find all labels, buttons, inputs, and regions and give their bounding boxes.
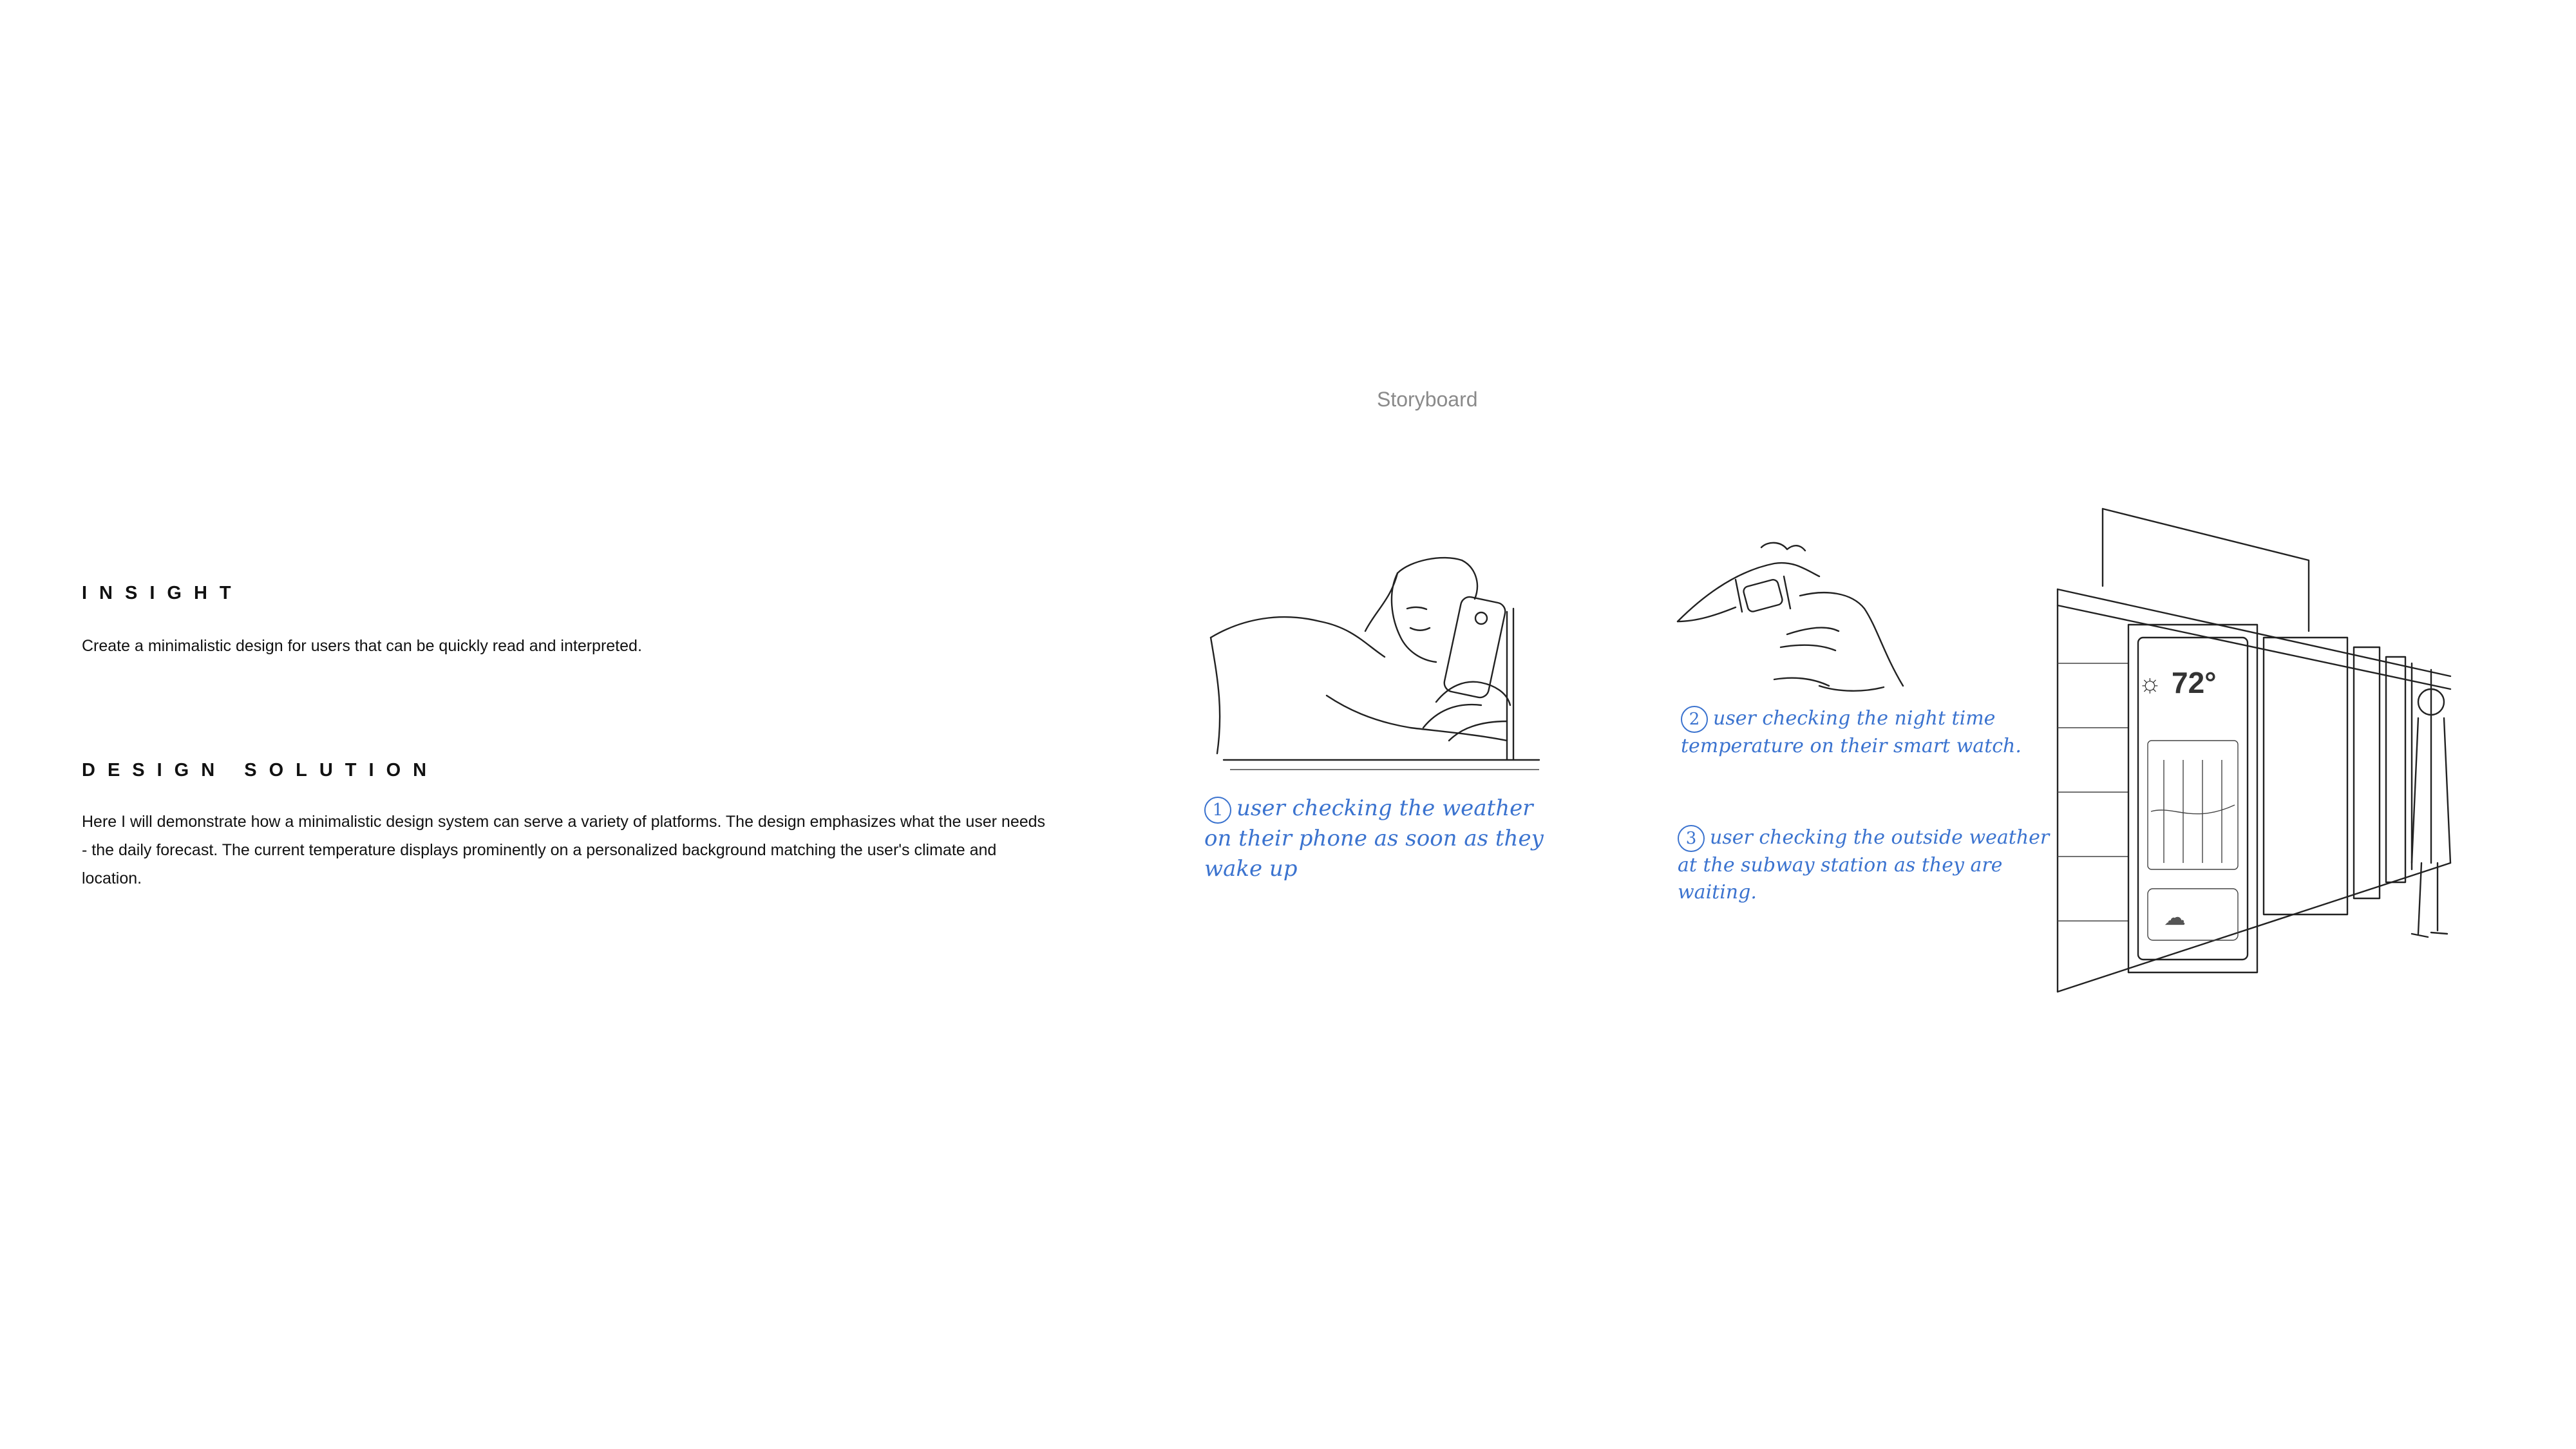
kiosk-temperature: 72° bbox=[2172, 666, 2217, 699]
sun-icon: ☼ bbox=[2138, 669, 2162, 697]
storyboard-sketch-phone bbox=[1204, 547, 1552, 779]
storyboard-note-1: 1 user checking the weather on their phone as soon as they wake up bbox=[1204, 795, 1544, 882]
storyboard-note-3: 3 user checking the outside weather at the subway station as they are waiting. bbox=[1678, 826, 2050, 904]
panel-number: 1 bbox=[1204, 797, 1231, 824]
panel-number: 3 bbox=[1678, 825, 1705, 852]
storyboard-sketch-watch bbox=[1671, 538, 1942, 705]
insight-text: Create a minimalistic design for users that can be quickly read and interpreted. bbox=[82, 637, 642, 655]
storyboard-note-2: 2 user checking the night time temperature on their smart watch. bbox=[1681, 707, 2022, 757]
weather-icon: ☁ bbox=[2164, 905, 2186, 930]
storyboard-title: Storyboard bbox=[1377, 388, 1478, 411]
kiosk-screen bbox=[2138, 667, 2228, 705]
design-solution-text: Here I will demonstrate how a minimalistic design system can serve a variety of platforms. The design emphasizes what the user needs - the daily forecast. The current temperature displays prominently on a personalized background matching the user's climate and location. bbox=[82, 813, 1046, 887]
panel-number: 2 bbox=[1681, 706, 1708, 733]
design-solution-heading: DESIGN SOLUTION bbox=[82, 760, 439, 781]
insight-heading: INSIGHT bbox=[82, 583, 243, 603]
storyboard-sketch-subway bbox=[2051, 502, 2470, 998]
